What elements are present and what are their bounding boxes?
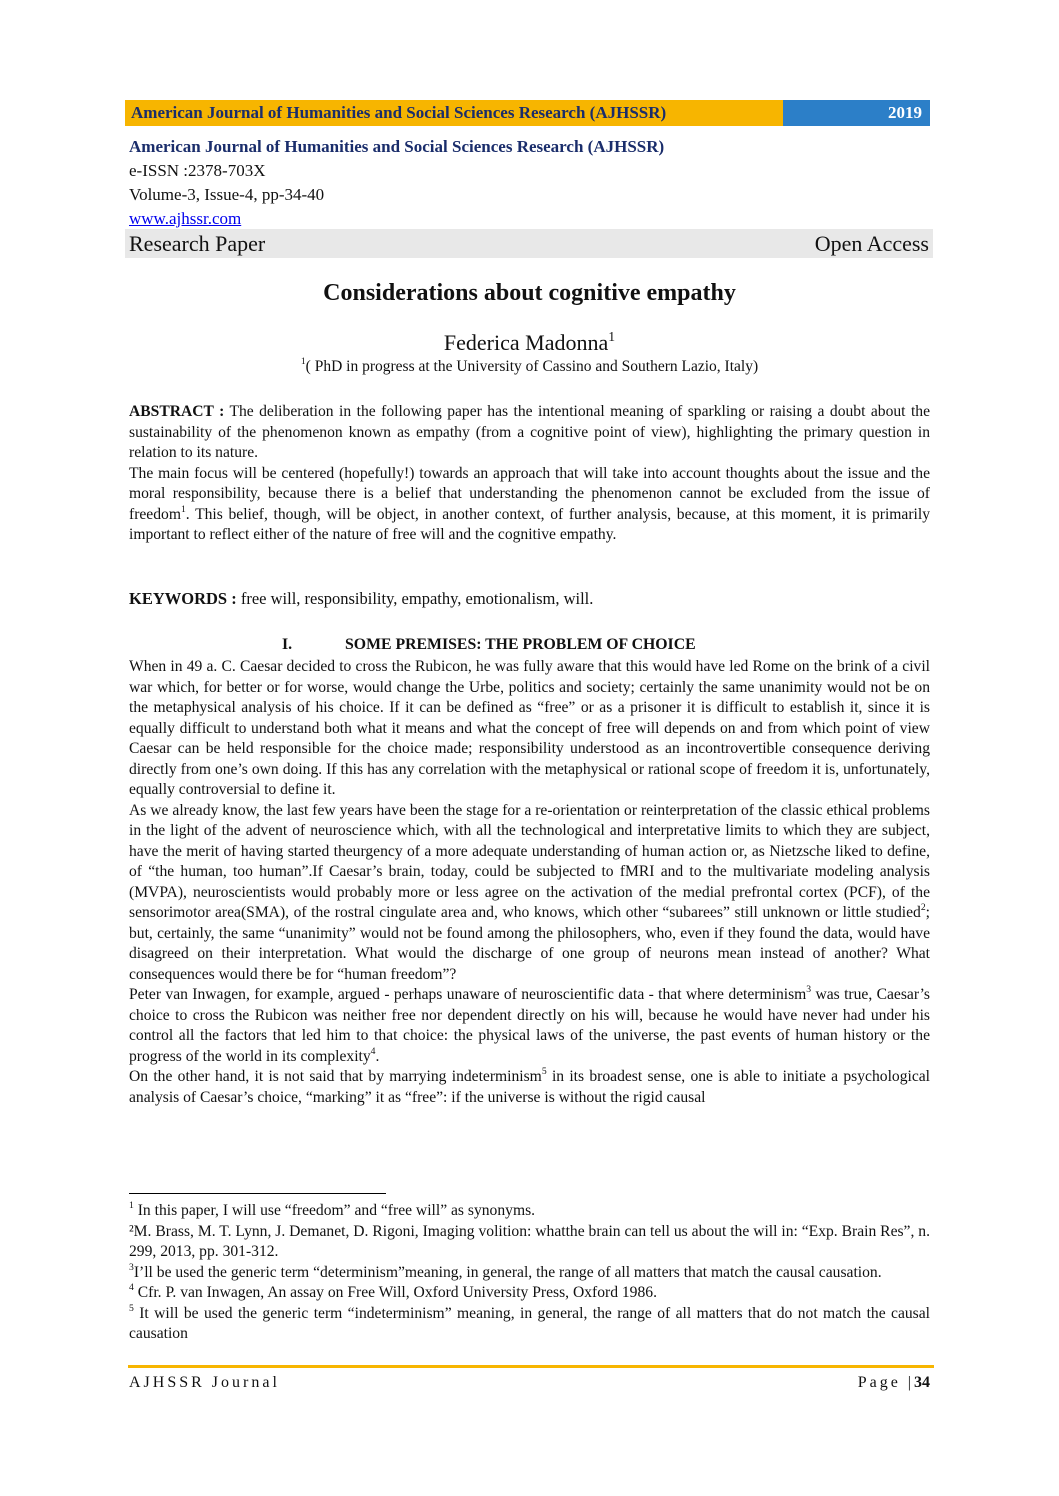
- footnote-3: [129, 1263, 930, 1284]
- body-text-4a: On the other hand, it is not said that by marrying indeterminism: [129, 1068, 542, 1085]
- paper-type-bar: [125, 229, 933, 258]
- body-paragraph-2: [129, 801, 930, 986]
- paper-type: Research Paper: [129, 231, 266, 256]
- body-text-2b: ; but, certainly, the same “unanimity” would not be found among the philosophers, who, even if they found the data, would have disagreed on their interpretation. What would the discharge of one group of neurons mean instead of another? What consequences would there be for “human freedom”?: [129, 904, 930, 983]
- section-number: I.: [282, 636, 293, 653]
- abstract-text-2a: The main focus will be centered (hopefully!) towards an approach that will take into account thoughts about the issue and the moral responsibility, because there is a belief that understanding the phenomenon cannot be excluded from the issue of freedom: [129, 464, 930, 523]
- author-line: [0, 330, 1059, 356]
- footnote-mark: 5: [129, 1302, 134, 1314]
- footnote-2: [129, 1222, 930, 1263]
- footnote-separator: [129, 1193, 386, 1194]
- body-text: [129, 657, 930, 1108]
- author-superscript: 1: [608, 329, 616, 344]
- body-text-3c: .: [375, 1047, 380, 1065]
- body-text-2a: As we already know, the last few years have been the stage for a re-orientation or reinterpretation of the classic ethical problems in the light of the advent of neuroscience which, with all the technological and interpretative limits to which they are subject, have the merit of having started theurgency of a more adequate understanding of human action or, as Nietzsche liked to define, of “the human, too human”.If Caesar’s brain, today, could be subjected to fMRI and to the multivariate modeling analysis (MVPA), neuroscientists would probably more or less agree on the activation of the medial prefrontal cortex (PCF), of the sensorimotor area(SMA), of the rostral cingulate area and, who knows, which other “subarees” still unknown or little studied: [129, 801, 930, 921]
- body-paragraph-3: [129, 985, 930, 1067]
- footnote-text: Cfr. P. van Inwagen, An assay on Free Will, Oxford University Press, Oxford 1986.: [133, 1284, 657, 1301]
- body-text-3a: Peter van Inwagen, for example, argued - perhaps unaware of neuroscientific data - that where determinism: [129, 986, 807, 1003]
- footnote-ref-5[interactable]: 5: [541, 1066, 547, 1078]
- footnote-1: [129, 1201, 930, 1222]
- footnote-mark: 3: [129, 1261, 134, 1273]
- banner-year: 2019: [783, 100, 930, 126]
- journal-issn: e-ISSN :2378-703X: [129, 161, 266, 180]
- abstract-text-2b: . This belief, though, will be object, in another context, of further analysis, because, at this moment, it is primarily important to reflect either of the nature of free will and the cognitive empathy.: [129, 505, 930, 543]
- journal-website-link[interactable]: www.ajhssr.com: [129, 209, 242, 228]
- footnote-ref-3[interactable]: 3: [806, 984, 812, 996]
- footer-page-label: Page |: [857, 1374, 914, 1391]
- author-affiliation: [0, 358, 1059, 376]
- footer-journal: AJHSSR Journal: [129, 1374, 280, 1391]
- journal-banner: [125, 100, 930, 126]
- footnote-ref-1[interactable]: 1: [180, 503, 186, 515]
- journal-volume: Volume-3, Issue-4, pp-34-40: [129, 185, 325, 204]
- footnote-mark: 1: [129, 1200, 134, 1212]
- keywords: [129, 589, 930, 610]
- footnote-text: It will be used the generic term “indeterminism” meaning, in general, the range of all matters that do not match the causal causation: [129, 1304, 930, 1342]
- journal-info: [129, 135, 929, 231]
- footnotes: [129, 1201, 930, 1345]
- abstract-label: ABSTRACT :: [129, 403, 225, 420]
- section-title: SOME PREMISES: THE PROBLEM OF CHOICE: [345, 636, 696, 653]
- affiliation-superscript: 1: [300, 356, 306, 368]
- footnote-text: ²M. Brass, M. T. Lynn, J. Demanet, D. Rigoni, Imaging volition: whatthe brain can tell us about the will in: “Exp. Brain Res”, n. 299, 2013, pp. 301-312.: [129, 1222, 930, 1260]
- keywords-label: KEYWORDS :: [129, 589, 237, 608]
- footer-page: [858, 1374, 930, 1392]
- access-type: Open Access: [814, 231, 929, 256]
- footer-rule: [128, 1365, 934, 1368]
- body-paragraph-4: [129, 1067, 930, 1108]
- body-paragraph-1: When in 49 a. C. Caesar decided to cross the Rubicon, he was fully aware that this would have led Rome on the brink of a civil war which, for better or for worse, would change the Urbe, politics and society; certainly the same unanimity would not be on the metaphysical analysis of his choice. If it can be defined as “free” or as a prisoner it is difficult to establish it, since it is equally difficult to understand both what it means and what the concept of free will depends on and from which point of view Caesar can be held responsible for the choice made; responsibility understood as an incontrovertible consequence deriving directly from one’s own doing. If this has any correlation with the metaphysical or rational scope of freedom it is, unfortunately, equally controversial to define it.: [129, 658, 930, 798]
- body-text-3b: was true, Caesar’s choice to cross the Rubicon was neither free nor dependent directly on his will, because he would have never had under his control all the factors that led him to that choice: the physical laws of the universe, the past events of human history or the progress of the world in its complexity: [129, 986, 930, 1065]
- footnote-4: [129, 1283, 930, 1304]
- banner-journal-name: American Journal of Humanities and Social Sciences Research (AJHSSR): [125, 100, 783, 126]
- keywords-text: free will, responsibility, empathy, emotionalism, will.: [236, 589, 594, 608]
- journal-title: American Journal of Humanities and Social Sciences Research (AJHSSR): [129, 137, 665, 156]
- abstract: [129, 402, 930, 546]
- footnote-ref-4[interactable]: 4: [370, 1045, 376, 1057]
- footnote-ref-2[interactable]: 2: [920, 902, 926, 914]
- author-name: Federica Madonna: [443, 330, 609, 355]
- abstract-paragraph-1: [129, 402, 930, 464]
- paper-title: Considerations about cognitive empathy: [323, 280, 736, 306]
- page-footer: [129, 1374, 930, 1392]
- abstract-paragraph-2: [129, 464, 930, 546]
- affiliation-text: ( PhD in progress at the University of Cassino and Southern Lazio, Italy): [305, 358, 759, 375]
- footnote-mark: 4: [129, 1282, 134, 1294]
- page-number: 34: [914, 1374, 930, 1391]
- abstract-text-1: The deliberation in the following paper has the intentional meaning of sparkling or raising a doubt about the sustainability of the phenomenon known as empathy (from a cognitive point of view), highlighting the primary question in relation to its nature.: [129, 403, 930, 461]
- footnote-5: [129, 1304, 930, 1345]
- footnote-text: In this paper, I will use “freedom” and “free will” as synonyms.: [133, 1202, 536, 1219]
- body-text-4b: in its broadest sense, one is able to initiate a psychological analysis of Caesar’s choice, “marking” it as “free”: if the universe is without the rigid causal: [129, 1068, 930, 1106]
- footnote-text: I’ll be used the generic term “determinism”meaning, in general, the range of all matters that match the causal causation.: [133, 1263, 882, 1281]
